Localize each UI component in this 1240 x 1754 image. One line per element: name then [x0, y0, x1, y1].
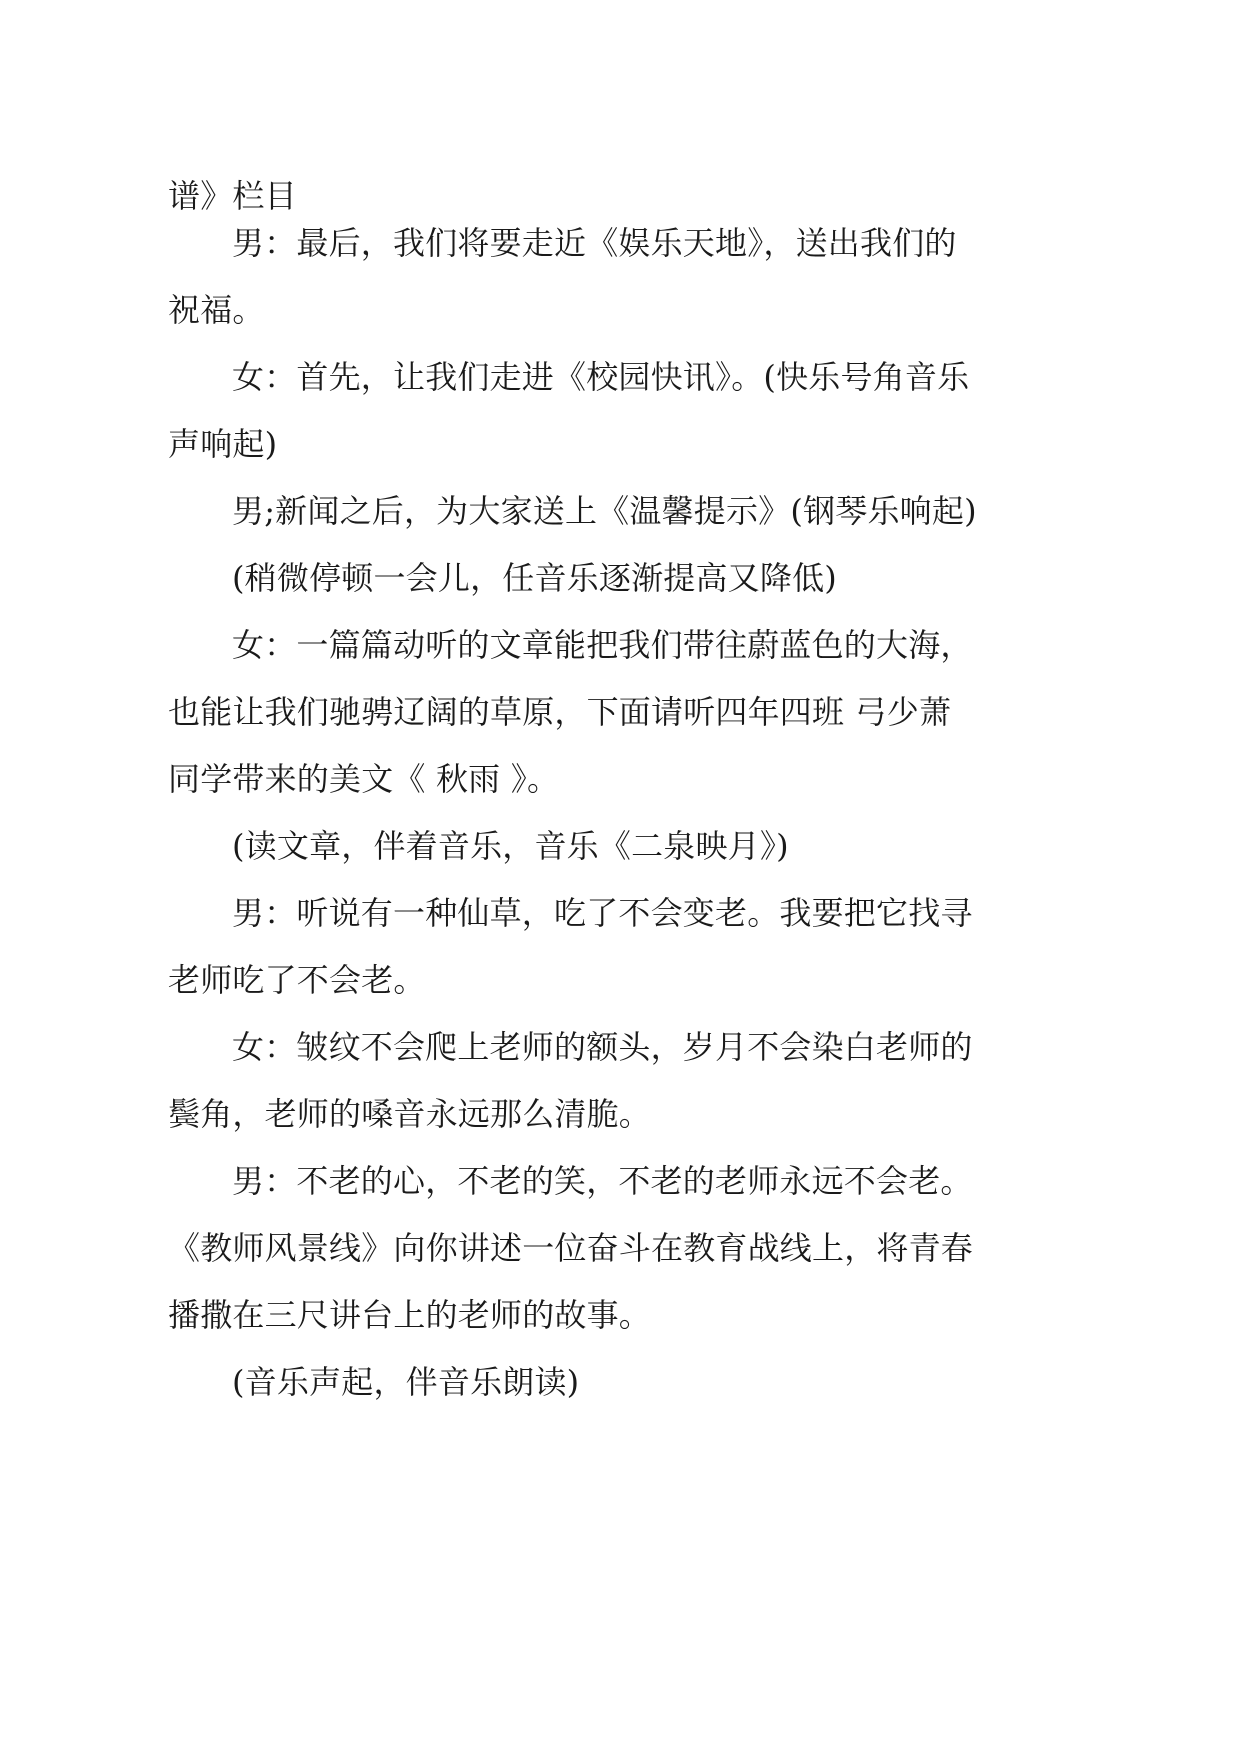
- text-line-17: 《教师风景线》向你讲述一位奋斗在教育战线上，将青春: [168, 1229, 974, 1267]
- text-line-18: 播撒在三尺讲台上的老师的故事。: [168, 1296, 652, 1334]
- text-line-5: 声响起): [168, 425, 278, 463]
- text-line-15: 鬓角，老师的嗓音永远那么清脆。: [168, 1095, 652, 1133]
- text-line-14: 女：皱纹不会爬上老师的额头，岁月不会染白老师的: [232, 1028, 973, 1066]
- text-line-4: 女：首先，让我们走进《校园快讯》。(快乐号角音乐: [232, 358, 970, 396]
- text-line-11: (读文章，伴着音乐，音乐《二泉映月》): [232, 827, 789, 865]
- text-line-7: (稍微停顿一会儿，任音乐逐渐提高又降低): [232, 559, 837, 597]
- text-line-2: 男：最后，我们将要走近《娱乐天地》，送出我们的: [232, 224, 957, 262]
- text-line-12: 男：听说有一种仙草，吃了不会变老。我要把它找寻: [232, 894, 973, 932]
- text-line-19: (音乐声起，伴音乐朗读): [232, 1363, 580, 1401]
- text-line-13: 老师吃了不会老。: [168, 961, 426, 999]
- text-line-16: 男：不老的心，不老的笑，不老的老师永远不会老。: [232, 1162, 973, 1200]
- text-line-3: 祝福。: [168, 291, 265, 329]
- text-line-8: 女：一篇篇动听的文章能把我们带往蔚蓝色的大海，: [232, 626, 973, 664]
- text-line-6: 男;新闻之后，为大家送上《温馨提示》(钢琴乐响起): [232, 492, 977, 530]
- text-line-9: 也能让我们驰骋辽阔的草原，下面请听四年四班 弓少萧: [168, 693, 952, 731]
- text-line-1: 谱》栏目: [168, 177, 297, 215]
- text-line-10: 同学带来的美文《 秋雨 》。: [168, 760, 560, 798]
